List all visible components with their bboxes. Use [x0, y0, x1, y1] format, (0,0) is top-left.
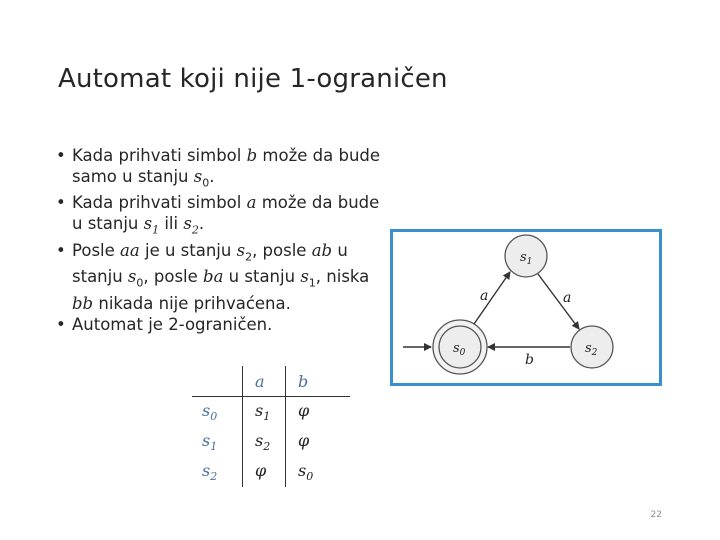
row-header: $s_2$: [202, 460, 218, 484]
transition-table: [192, 366, 350, 487]
bullet-item: • Posle aa je u stanju $s_2$, posle ab u stanju $s_0$, posle ba u stanju $s_1$, niska bb nikada nije prihvaćena.: [56, 241, 386, 315]
column-header: a: [243, 366, 286, 397]
transition-label: a: [563, 290, 572, 306]
state-s0-label: $s_0$: [453, 341, 466, 358]
bullet-item: • Kada prihvati simbol b može da bude samo u stanju $s_0$.: [56, 146, 386, 193]
state-s1-label: $s_1$: [520, 250, 533, 267]
automaton-diagram: [390, 229, 662, 386]
transition-label: a: [480, 288, 489, 304]
table-cell: $s_1$: [243, 397, 286, 428]
state-s2: [571, 326, 613, 368]
table-corner: [192, 366, 243, 397]
slide-title: Automat koji nije 1-ograničen: [58, 64, 448, 94]
table-cell: φ: [243, 457, 286, 487]
transition-label: b: [525, 352, 534, 368]
row-header: $s_1$: [202, 430, 218, 454]
column-header: b: [286, 366, 351, 397]
state-s2-label: $s_2$: [585, 341, 598, 358]
state-diagram-svg: [393, 232, 659, 383]
table-row: [192, 427, 350, 457]
table-cell: $s_0$: [286, 457, 351, 487]
table-cell: φ: [286, 427, 351, 457]
state-s0: [439, 326, 481, 368]
table-cell: $s_2$: [243, 427, 286, 457]
table-cell: φ: [286, 397, 351, 428]
page-number: 22: [650, 510, 662, 520]
bullet-list: [56, 146, 386, 335]
transition-s1-s2: [538, 274, 579, 329]
bullet-item: • Automat je 2-ograničen.: [56, 315, 386, 336]
table-row: [192, 397, 350, 428]
row-header: $s_0$: [192, 397, 243, 428]
bullet-item: • Kada prihvati simbol a može da bude u stanju $s_1$ ili $s_2$.: [56, 193, 386, 240]
table-row: [192, 457, 350, 487]
